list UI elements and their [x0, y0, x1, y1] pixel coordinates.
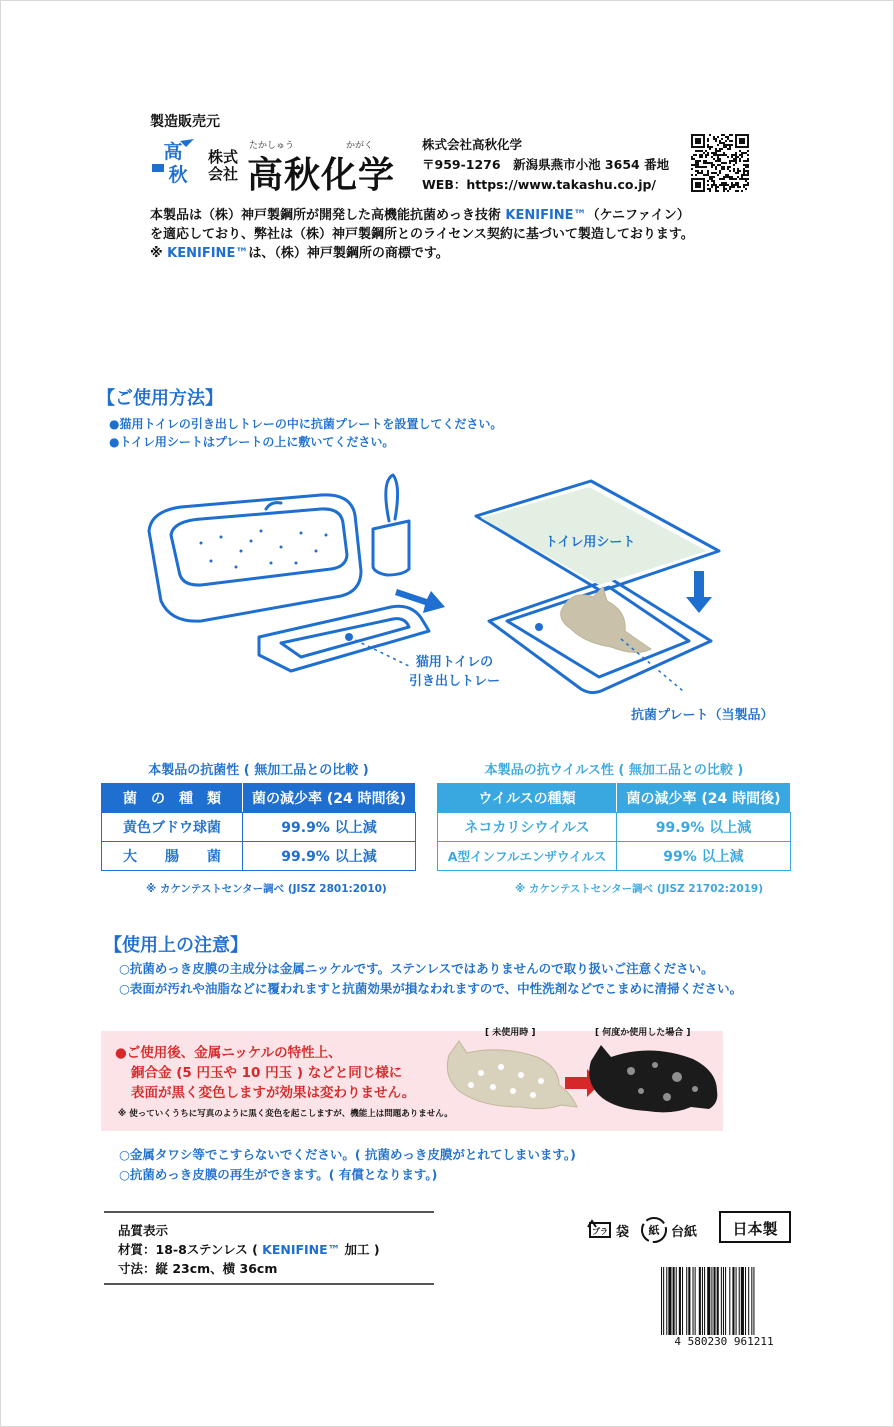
maker-logo [150, 137, 196, 189]
discoloration-text [115, 1043, 415, 1103]
antiviral-title: 本製品の抗ウイルス性 ( 無加工品との比較 ) [484, 763, 744, 778]
discoloration-line-2: 銅合金 (5 円玉や 10 円玉 ) などと同じ様に [131, 1065, 403, 1081]
qr-code-icon [691, 134, 749, 192]
ruby-left: たかしゅう [249, 141, 295, 151]
maker-label: 製造販売元 [150, 114, 220, 130]
usage-heading: 【ご使用方法】 [97, 388, 223, 409]
quality-material: 材質：18-8ステンレス ( KENIFINE™ 加工 ) [118, 1242, 380, 1257]
pla-recycle-mark [586, 1217, 614, 1247]
tray-icon [259, 606, 429, 671]
discoloration-line-3: 表面が黒く変色しますが効果は変わりません。 [131, 1085, 416, 1101]
board-label: 台紙 [671, 1225, 698, 1240]
table-row: ネコカリシウイルス 99.9% 以上減 [438, 813, 791, 842]
paper-recycle-mark [639, 1215, 669, 1249]
quality-title: 品質表示 [118, 1223, 169, 1238]
antiviral-note: ※ カケンテストセンター調べ (JISZ 21702:2019) [515, 883, 764, 895]
company-info [422, 135, 669, 195]
plate-label: 抗菌プレート（当製品） [631, 708, 774, 723]
scoop-icon [373, 521, 409, 575]
table-row: 大 腸 菌 99.9% 以上減 [102, 842, 416, 871]
sheet-label: トイレ用シート [545, 535, 636, 550]
table-row: 黄色ブドウ球菌 99.9% 以上減 [102, 813, 416, 842]
table-row: A型インフルエンザウイルス 99% 以上減 [438, 842, 791, 871]
tray-label: 猫用トイレの 引き出しトレー [409, 655, 501, 689]
unused-cat-plate-icon [447, 1041, 577, 1109]
company-web: WEB：https://www.takashu.co.jp/ [422, 177, 657, 192]
caution-item-2: ○表面が汚れや油脂などに覆われますと抗菌効果が損なわれますので、中性洗剤などでこまめに清掃ください。 [119, 981, 743, 996]
discoloration-note: ※ 使っていくうちに写真のように黒く変色を起こしますが、機能上は問題ありません。 [118, 1109, 453, 1119]
antibacterial-header-2: 菌の減少率 (24 時間後) [243, 784, 416, 813]
license-line-1: 本製品は（株）神戸製鋼所が開発した高機能抗菌めっき技術 KENIFINE™（ケニファイン） [150, 208, 690, 223]
caution-item-1: ○抗菌めっき皮膜の主成分は金属ニッケルです。ステンレスではありませんので取り扱いご注意ください。 [119, 961, 714, 976]
quality-top-rule [104, 1211, 434, 1213]
antibacterial-note: ※ カケンテストセンター調べ (JISZ 2801:2010) [146, 883, 387, 895]
arrow-down-icon [686, 571, 712, 613]
usage-item-1: ●猫用トイレの引き出しトレーの中に抗菌プレートを設置してください。 [109, 417, 503, 431]
usage-list [109, 415, 502, 451]
barcode [655, 1265, 793, 1355]
barcode-number: 4 580230 961211 [674, 1335, 774, 1348]
caution-heading: 【使用上の注意】 [104, 935, 248, 956]
arrow-right-icon [395, 589, 445, 613]
antiviral-table [437, 783, 791, 871]
quality-label [118, 1221, 380, 1278]
caution-list [119, 959, 742, 999]
usage-item-2: ●トイレ用シートはプレートの上に敷いてください。 [109, 435, 395, 449]
quality-bottom-rule [104, 1283, 434, 1285]
antiviral-header-2: 菌の減少率 (24 時間後) [617, 784, 791, 813]
paper-recycle-icon [639, 1215, 669, 1245]
barcode-icon [659, 1267, 789, 1335]
license-line-2: を適応しており、弊社は（株）神戸製鋼所とのライセンス契約に基づいて製造しております。 [150, 227, 694, 242]
brand-kenifine-2: KENIFINE™ [167, 246, 249, 261]
svg-text:秋: 秋 [168, 164, 188, 185]
antiviral-header-1: ウイルスの種類 [438, 784, 617, 813]
company-full-name: 株式会社高秋化学 [422, 137, 523, 152]
caution-list-2 [119, 1145, 576, 1185]
antibacterial-table [101, 783, 416, 871]
company-type [208, 149, 238, 183]
antibacterial-title: 本製品の抗菌性 ( 無加工品との比較 ) [148, 763, 369, 778]
bag-label: 袋 [616, 1225, 630, 1240]
license-text [150, 206, 694, 263]
discoloration-line-1: ●ご使用後、金属ニッケルの特性上、 [115, 1045, 342, 1061]
ruby-right: かがく [346, 141, 374, 151]
caution-item-3: ○金属タワシ等でこすらないでください。( 抗菌めっき皮膜がとれてしまいます。) [119, 1147, 576, 1162]
antibacterial-header-1: 菌 の 種 類 [102, 784, 243, 813]
discoloration-photos [441, 1037, 721, 1117]
qr-code[interactable] [691, 134, 749, 196]
license-line-3: ※ KENIFINE™は、（株）神戸製鋼所の商標です。 [150, 246, 449, 261]
caution-item-4: ○抗菌めっき皮膜の再生ができます。( 有償となります。) [119, 1167, 438, 1182]
paper-text: 紙 [648, 1224, 660, 1237]
used-cat-plate-icon [589, 1045, 717, 1112]
brand-kenifine: KENIFINE™ [505, 208, 587, 223]
svg-text:高: 高 [163, 141, 183, 163]
pla-text: プラ [592, 1227, 608, 1236]
kaisha-text: 会社 [208, 165, 239, 183]
kabushiki-text: 株式 [208, 148, 239, 166]
unused-label: [ 未使用時 ] [485, 1028, 536, 1038]
quality-size: 寸法：縦 23cm、横 36cm [118, 1261, 278, 1276]
pla-recycle-icon [586, 1217, 614, 1243]
used-label: [ 何度か使用した場合 ] [595, 1028, 691, 1038]
made-in-japan: 日本製 [719, 1211, 791, 1243]
company-name-large: 高秋化学 [247, 155, 396, 196]
takashu-logo-icon [150, 137, 196, 185]
company-address: 〒959-1276 新潟県燕市小池 3654 番地 [422, 157, 670, 172]
